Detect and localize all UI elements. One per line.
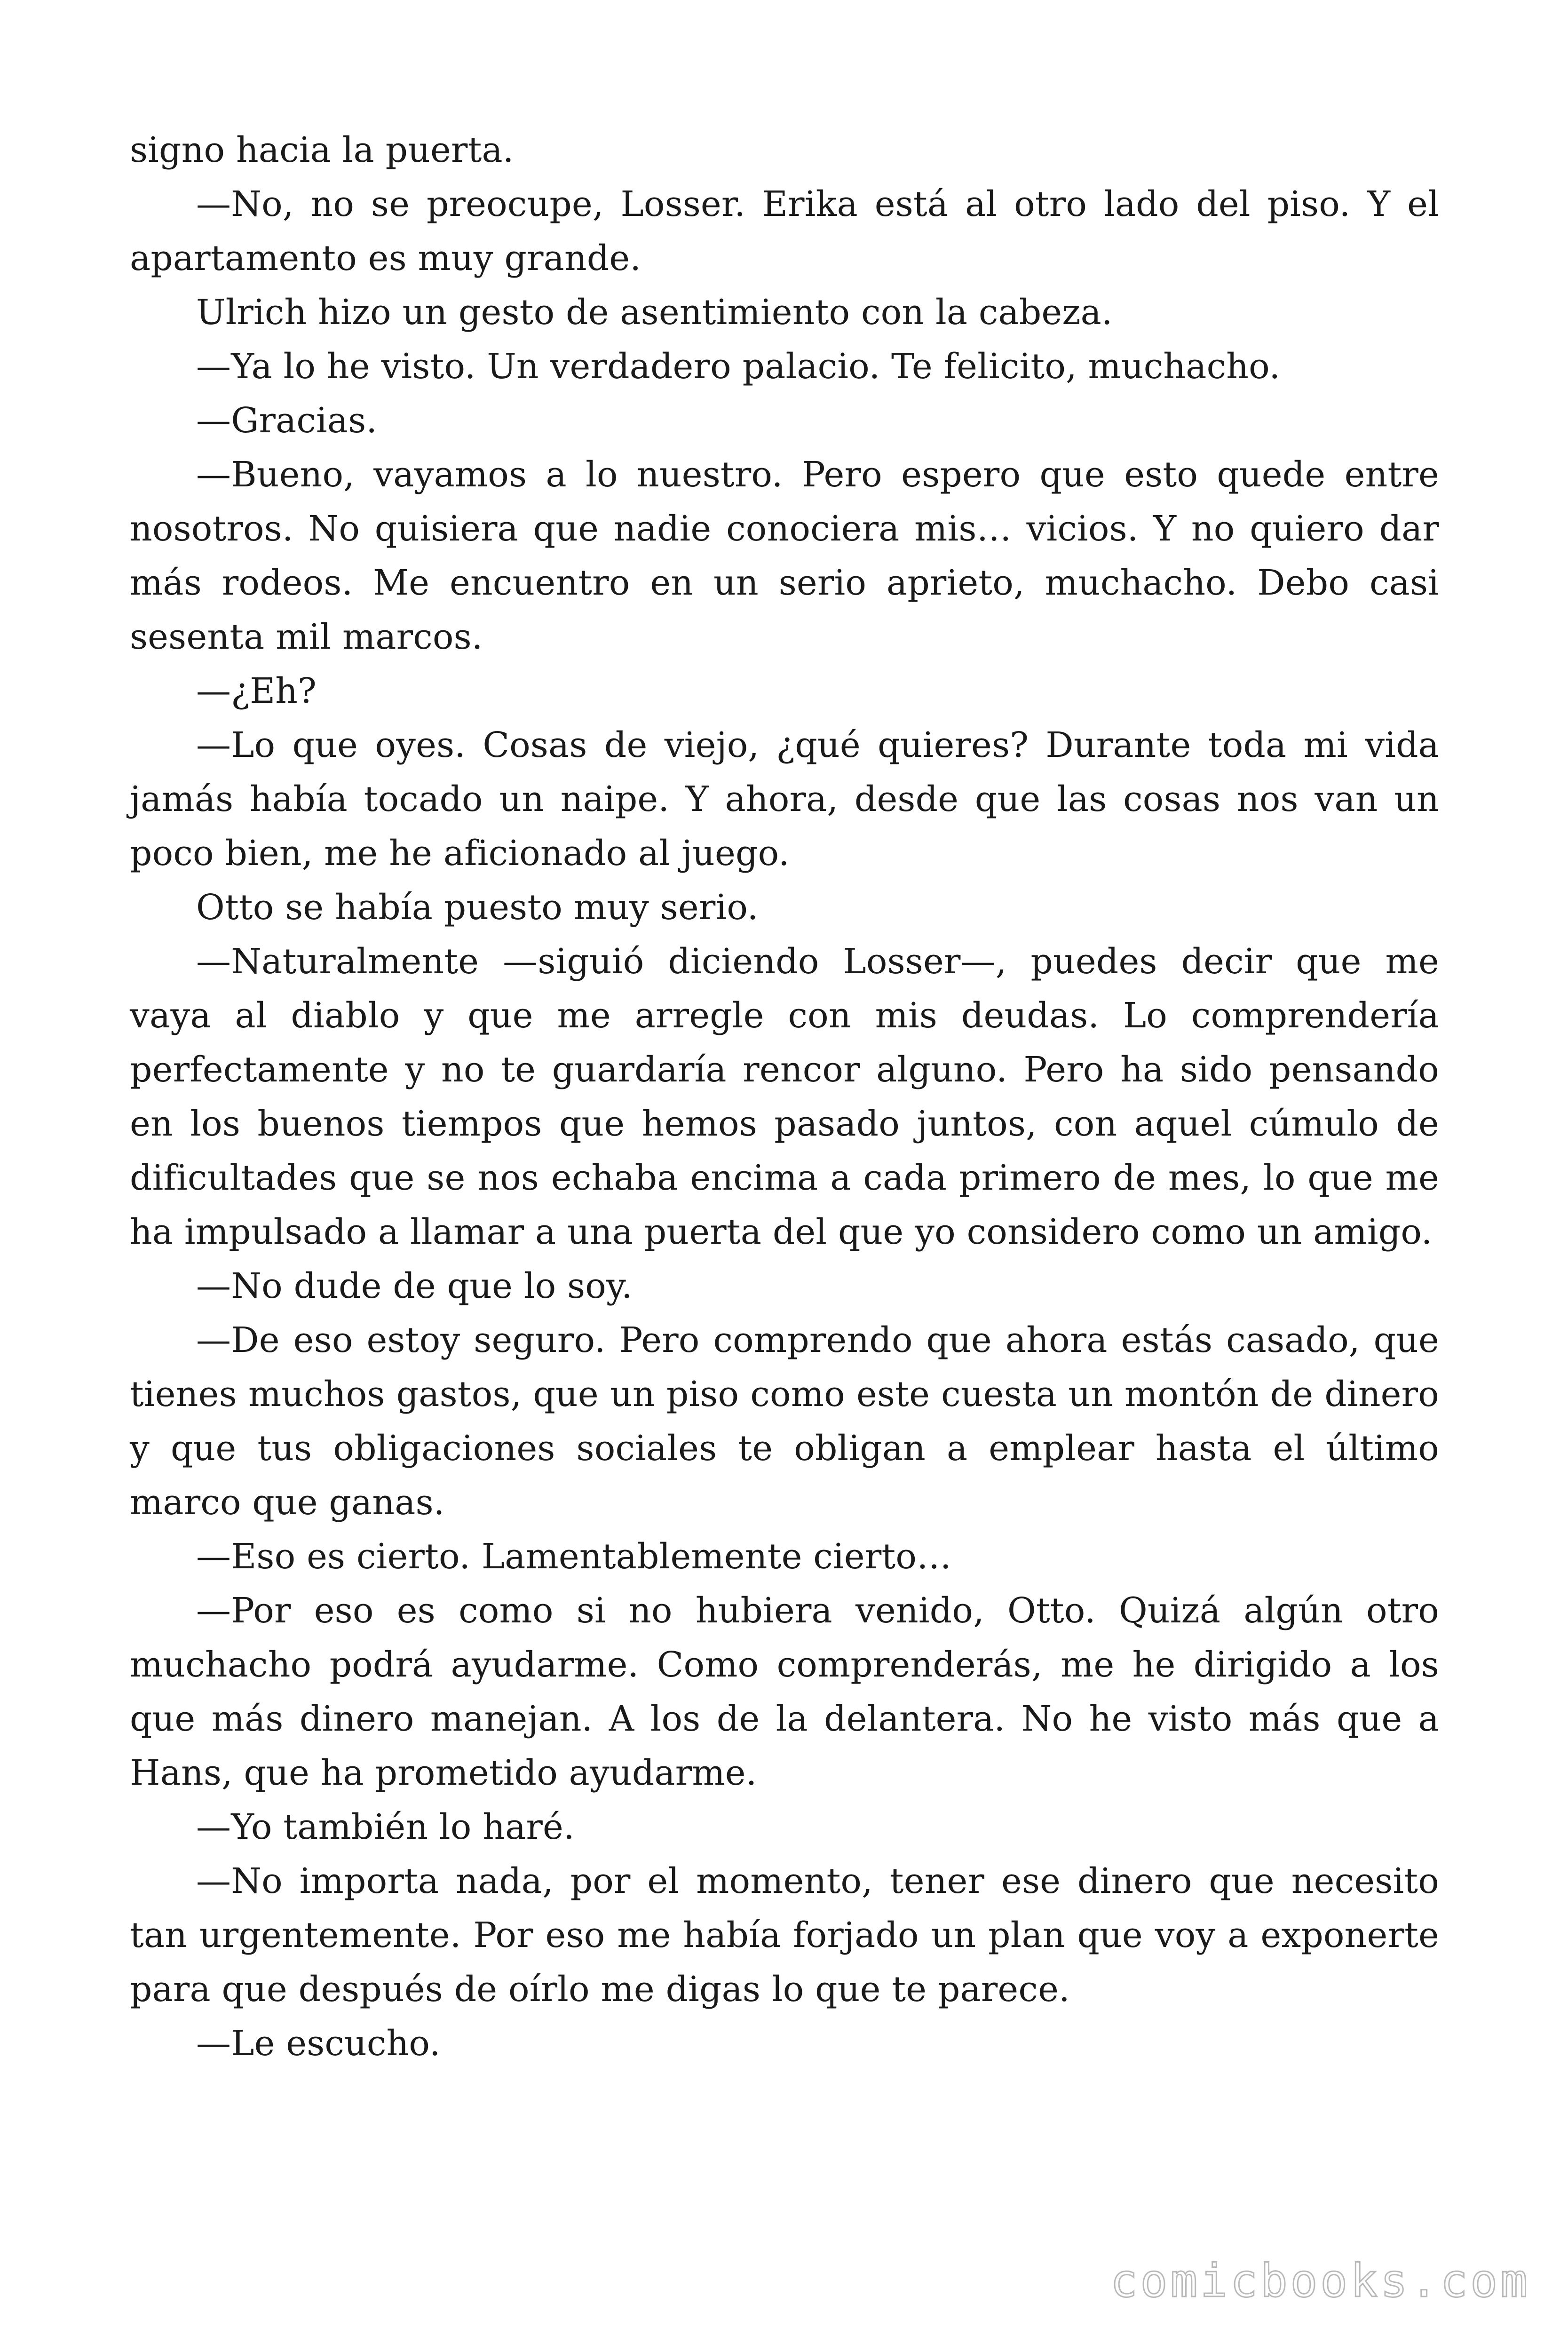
paragraph-3: Ulrich hizo un gesto de asentimiento con la cabeza. (196, 292, 1113, 333)
paragraph-10: —Naturalmente —siguió diciendo Losser—, puedes decir que me vaya al diablo y que me arregle con mis deudas. Lo comprendería perfectamente y no te guardaría rencor alguno. Pero ha sido pensando en los buenos tiempos que hemos pasado juntos, con aquel cúmulo de dificultades que se nos echaba encima a cada primero de mes, lo que me ha impulsado a llamar a una puerta del que yo considero como un amigo. (130, 941, 1439, 1252)
paragraph-11: —No dude de que lo soy. (196, 1266, 633, 1306)
paragraph-4: —Ya lo he visto. Un verdadero palacio. Te felicito, muchacho. (196, 346, 1281, 387)
watermark-text: comicbooks.com (1110, 2255, 1530, 2307)
page-body (130, 123, 1439, 2071)
paragraph-9: Otto se había puesto muy serio. (196, 887, 759, 928)
paragraph-7: —¿Eh? (196, 671, 317, 711)
paragraph-1: signo hacia la puerta. (130, 130, 514, 170)
paragraph-6: —Bueno, vayamos a lo nuestro. Pero espero que esto quede entre nosotros. No quisiera que nadie conociera mis… vicios. Y no quiero dar más rodeos. Me encuentro en un serio aprieto, muchacho. Debo casi sesenta mil marcos. (130, 454, 1439, 657)
paragraph-16: —No importa nada, por el momento, tener ese dinero que necesito tan urgentemente. Por eso me había forjado un plan que voy a exponerte para que después de oírlo me digas lo que te parece. (130, 1861, 1439, 2010)
paragraph-13: —Eso es cierto. Lamentablemente cierto… (196, 1536, 952, 1577)
paragraph-5: —Gracias. (196, 400, 378, 441)
paragraph-15: —Yo también lo haré. (196, 1807, 575, 1847)
paragraph-17: —Le escucho. (196, 2023, 441, 2064)
paragraph-12: —De eso estoy seguro. Pero comprendo que ahora estás casado, que tienes muchos gastos, que un piso como este cuesta un montón de dinero y que tus obligaciones sociales te obligan a emplear hasta el último marco que ganas. (130, 1320, 1439, 1523)
paragraph-14: —Por eso es como si no hubiera venido, Otto. Quizá algún otro muchacho podrá ayudarme. Como comprenderás, me he dirigido a los que más dinero manejan. A los de la delantera. No he visto más que a Hans, que ha prometido ayudarme. (130, 1590, 1439, 1793)
paragraph-2: —No, no se preocupe, Losser. Erika está al otro lado del piso. Y el apartamento es muy grande. (130, 184, 1439, 278)
paragraph-8: —Lo que oyes. Cosas de viejo, ¿qué quieres? Durante toda mi vida jamás había tocado un naipe. Y ahora, desde que las cosas nos van un poco bien, me he aficionado al juego. (130, 725, 1439, 874)
